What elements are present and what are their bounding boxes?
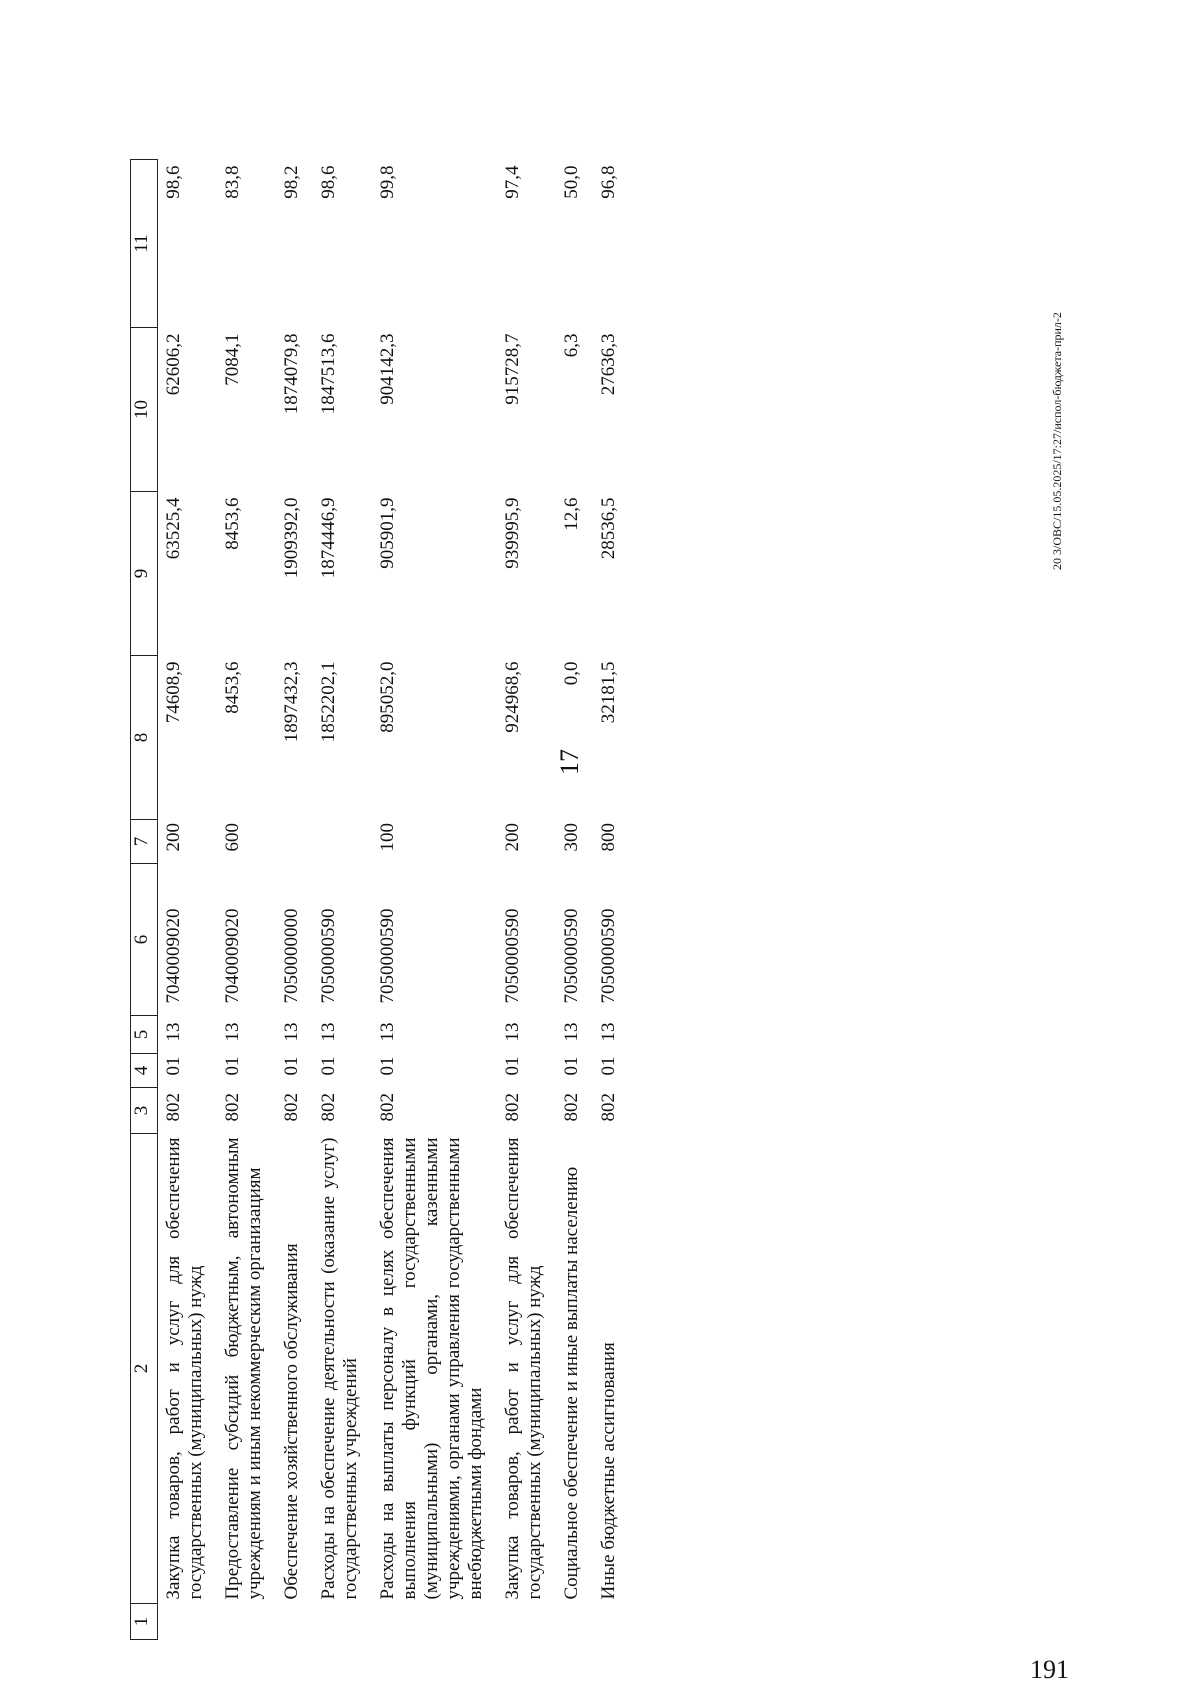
cell-col-7: 800 (598, 823, 619, 852)
table-body (158, 160, 631, 1640)
cell-col-8: 32181,5 (598, 661, 619, 724)
cell-col-4: 01 (377, 1056, 398, 1076)
column-header-2: 2 (131, 1134, 158, 1604)
cell-col-10: 62606,2 (163, 333, 184, 396)
cell-col-9: 1909392,0 (281, 497, 302, 579)
cell-col-7: 300 (561, 823, 582, 852)
cell-col-5: 13 (318, 1022, 339, 1042)
cell-col-8: 0,0 (561, 661, 582, 686)
cell-col-3: 802 (222, 1093, 243, 1122)
cell-col-2: Закупка товаров, работ и услуг для обеспечения государственных (муниципальных) нужд (163, 1137, 206, 1600)
cell-col-11: 96,8 (598, 165, 619, 199)
cell-col-1 (593, 1604, 630, 1640)
cell-col-10: 27636,3 (598, 333, 619, 396)
cell-col-5: 13 (561, 1022, 582, 1042)
cell-col-11: 99,8 (377, 165, 398, 199)
cell-col-11: 83,8 (222, 165, 243, 199)
cell-col-6: 7050000590 (318, 908, 339, 1004)
cell-col-10: 1874079,8 (281, 333, 302, 415)
cell-col-3: 802 (561, 1093, 582, 1122)
budget-table (130, 159, 630, 1640)
rotated-budget-sheet (130, 160, 1110, 1640)
cell-col-7: 200 (502, 823, 523, 852)
cell-col-6: 7050000590 (561, 908, 582, 1004)
cell-col-9: 1874446,9 (318, 497, 339, 579)
cell-col-7: 600 (222, 823, 243, 852)
table-row (276, 160, 313, 1640)
cell-col-7 (276, 820, 313, 864)
column-header-11: 11 (131, 160, 158, 328)
column-header-7: 7 (131, 820, 158, 864)
cell-col-2: Предоставление субсидий бюджетным, автономным учреждениям и иным некоммерческим организациям (222, 1137, 265, 1600)
cell-col-3: 802 (163, 1093, 184, 1122)
cell-col-10: 915728,7 (502, 333, 523, 405)
column-header-1: 1 (131, 1604, 158, 1640)
cell-col-8: 924968,6 (502, 661, 523, 733)
cell-col-3: 802 (502, 1093, 523, 1122)
cell-col-8: 74608,9 (163, 661, 184, 724)
footer-document-code: 20 3/ОВС/15.05.2025/17:27/испол-бюджета-прил-2 (1050, 312, 1064, 570)
table-row (556, 160, 593, 1640)
cell-col-9: 12,6 (561, 497, 582, 531)
table-row (313, 160, 372, 1640)
cell-col-6: 7040009020 (163, 908, 184, 1004)
column-header-10: 10 (131, 328, 158, 492)
cell-col-3: 802 (318, 1093, 339, 1122)
cell-col-2: Обеспечение хозяйственного обслуживания (281, 1243, 302, 1600)
cell-col-8: 1897432,3 (281, 661, 302, 743)
cell-col-11: 98,6 (318, 165, 339, 199)
cell-col-1 (556, 1604, 593, 1640)
cell-col-1 (158, 1604, 218, 1640)
cell-col-8: 895052,0 (377, 661, 398, 733)
cell-col-1 (276, 1604, 313, 1640)
page-number-bottom: 191 (1030, 1655, 1069, 1684)
cell-col-6: 7040009020 (222, 908, 243, 1004)
cell-col-7: 200 (163, 823, 184, 852)
cell-col-2: Иные бюджетные ассигнования (598, 1342, 619, 1600)
cell-col-1 (313, 1604, 372, 1640)
cell-col-4: 01 (163, 1056, 184, 1076)
cell-col-6: 7050000590 (598, 908, 619, 1004)
cell-col-9: 28536,5 (598, 497, 619, 560)
cell-col-4: 01 (222, 1056, 243, 1076)
cell-col-7 (313, 820, 372, 864)
cell-col-1 (372, 1604, 497, 1640)
cell-col-3: 802 (377, 1093, 398, 1122)
cell-col-10: 1847513,6 (318, 333, 339, 415)
cell-col-2: Социальное обеспечение и иные выплаты населению (561, 1166, 582, 1600)
cell-col-3: 802 (598, 1093, 619, 1122)
column-header-8: 8 (131, 656, 158, 820)
column-header-4: 4 (131, 1054, 158, 1088)
cell-col-5: 13 (598, 1022, 619, 1042)
cell-col-5: 13 (222, 1022, 243, 1042)
cell-col-6: 7050000590 (502, 908, 523, 1004)
page-number-top: 17 (555, 749, 584, 775)
column-header-5: 5 (131, 1016, 158, 1054)
cell-col-8: 8453,6 (222, 661, 243, 714)
cell-col-4: 01 (561, 1056, 582, 1076)
cell-col-11: 98,2 (281, 165, 302, 199)
cell-col-8: 1852202,1 (318, 661, 339, 743)
cell-col-9: 63525,4 (163, 497, 184, 560)
column-header-3: 3 (131, 1088, 158, 1134)
cell-col-5: 13 (377, 1022, 398, 1042)
header-row (131, 160, 158, 1640)
cell-col-10: 7084,1 (222, 333, 243, 386)
cell-col-11: 97,4 (502, 165, 523, 199)
table-row (372, 160, 497, 1640)
cell-col-9: 939995,9 (502, 497, 523, 569)
cell-col-3: 802 (281, 1093, 302, 1122)
table-row (158, 160, 218, 1640)
cell-col-9: 8453,6 (222, 497, 243, 550)
cell-col-7: 100 (377, 823, 398, 852)
column-header-6: 6 (131, 864, 158, 1016)
table-row (593, 160, 630, 1640)
table-header (131, 160, 158, 1640)
cell-col-2: Закупка товаров, работ и услуг для обеспечения государственных (муниципальных) нужд (502, 1137, 545, 1600)
cell-col-1 (217, 1604, 276, 1640)
cell-col-1 (497, 1604, 556, 1640)
column-header-9: 9 (131, 492, 158, 656)
cell-col-9: 905901,9 (377, 497, 398, 569)
cell-col-2: Расходы на выплаты персоналу в целях обеспечения выполнения функций государственными (муниципальными) органами, казенными учреждениями, органами управления государственными внебюджетными фондами (377, 1137, 486, 1600)
cell-col-10: 904142,3 (377, 333, 398, 405)
cell-col-4: 01 (318, 1056, 339, 1076)
table-row (217, 160, 276, 1640)
cell-col-10: 6,3 (561, 333, 582, 358)
cell-col-11: 50,0 (561, 165, 582, 199)
cell-col-6: 7050000590 (377, 908, 398, 1004)
cell-col-5: 13 (281, 1022, 302, 1042)
cell-col-5: 13 (502, 1022, 523, 1042)
cell-col-6: 7050000000 (281, 908, 302, 1004)
cell-col-4: 01 (281, 1056, 302, 1076)
cell-col-4: 01 (502, 1056, 523, 1076)
cell-col-5: 13 (163, 1022, 184, 1042)
cell-col-4: 01 (598, 1056, 619, 1076)
cell-col-2: Расходы на обеспечение деятельности (оказание услуг) государственных учреждений (318, 1137, 361, 1600)
cell-col-11: 98,6 (163, 165, 184, 199)
table-row (497, 160, 556, 1640)
